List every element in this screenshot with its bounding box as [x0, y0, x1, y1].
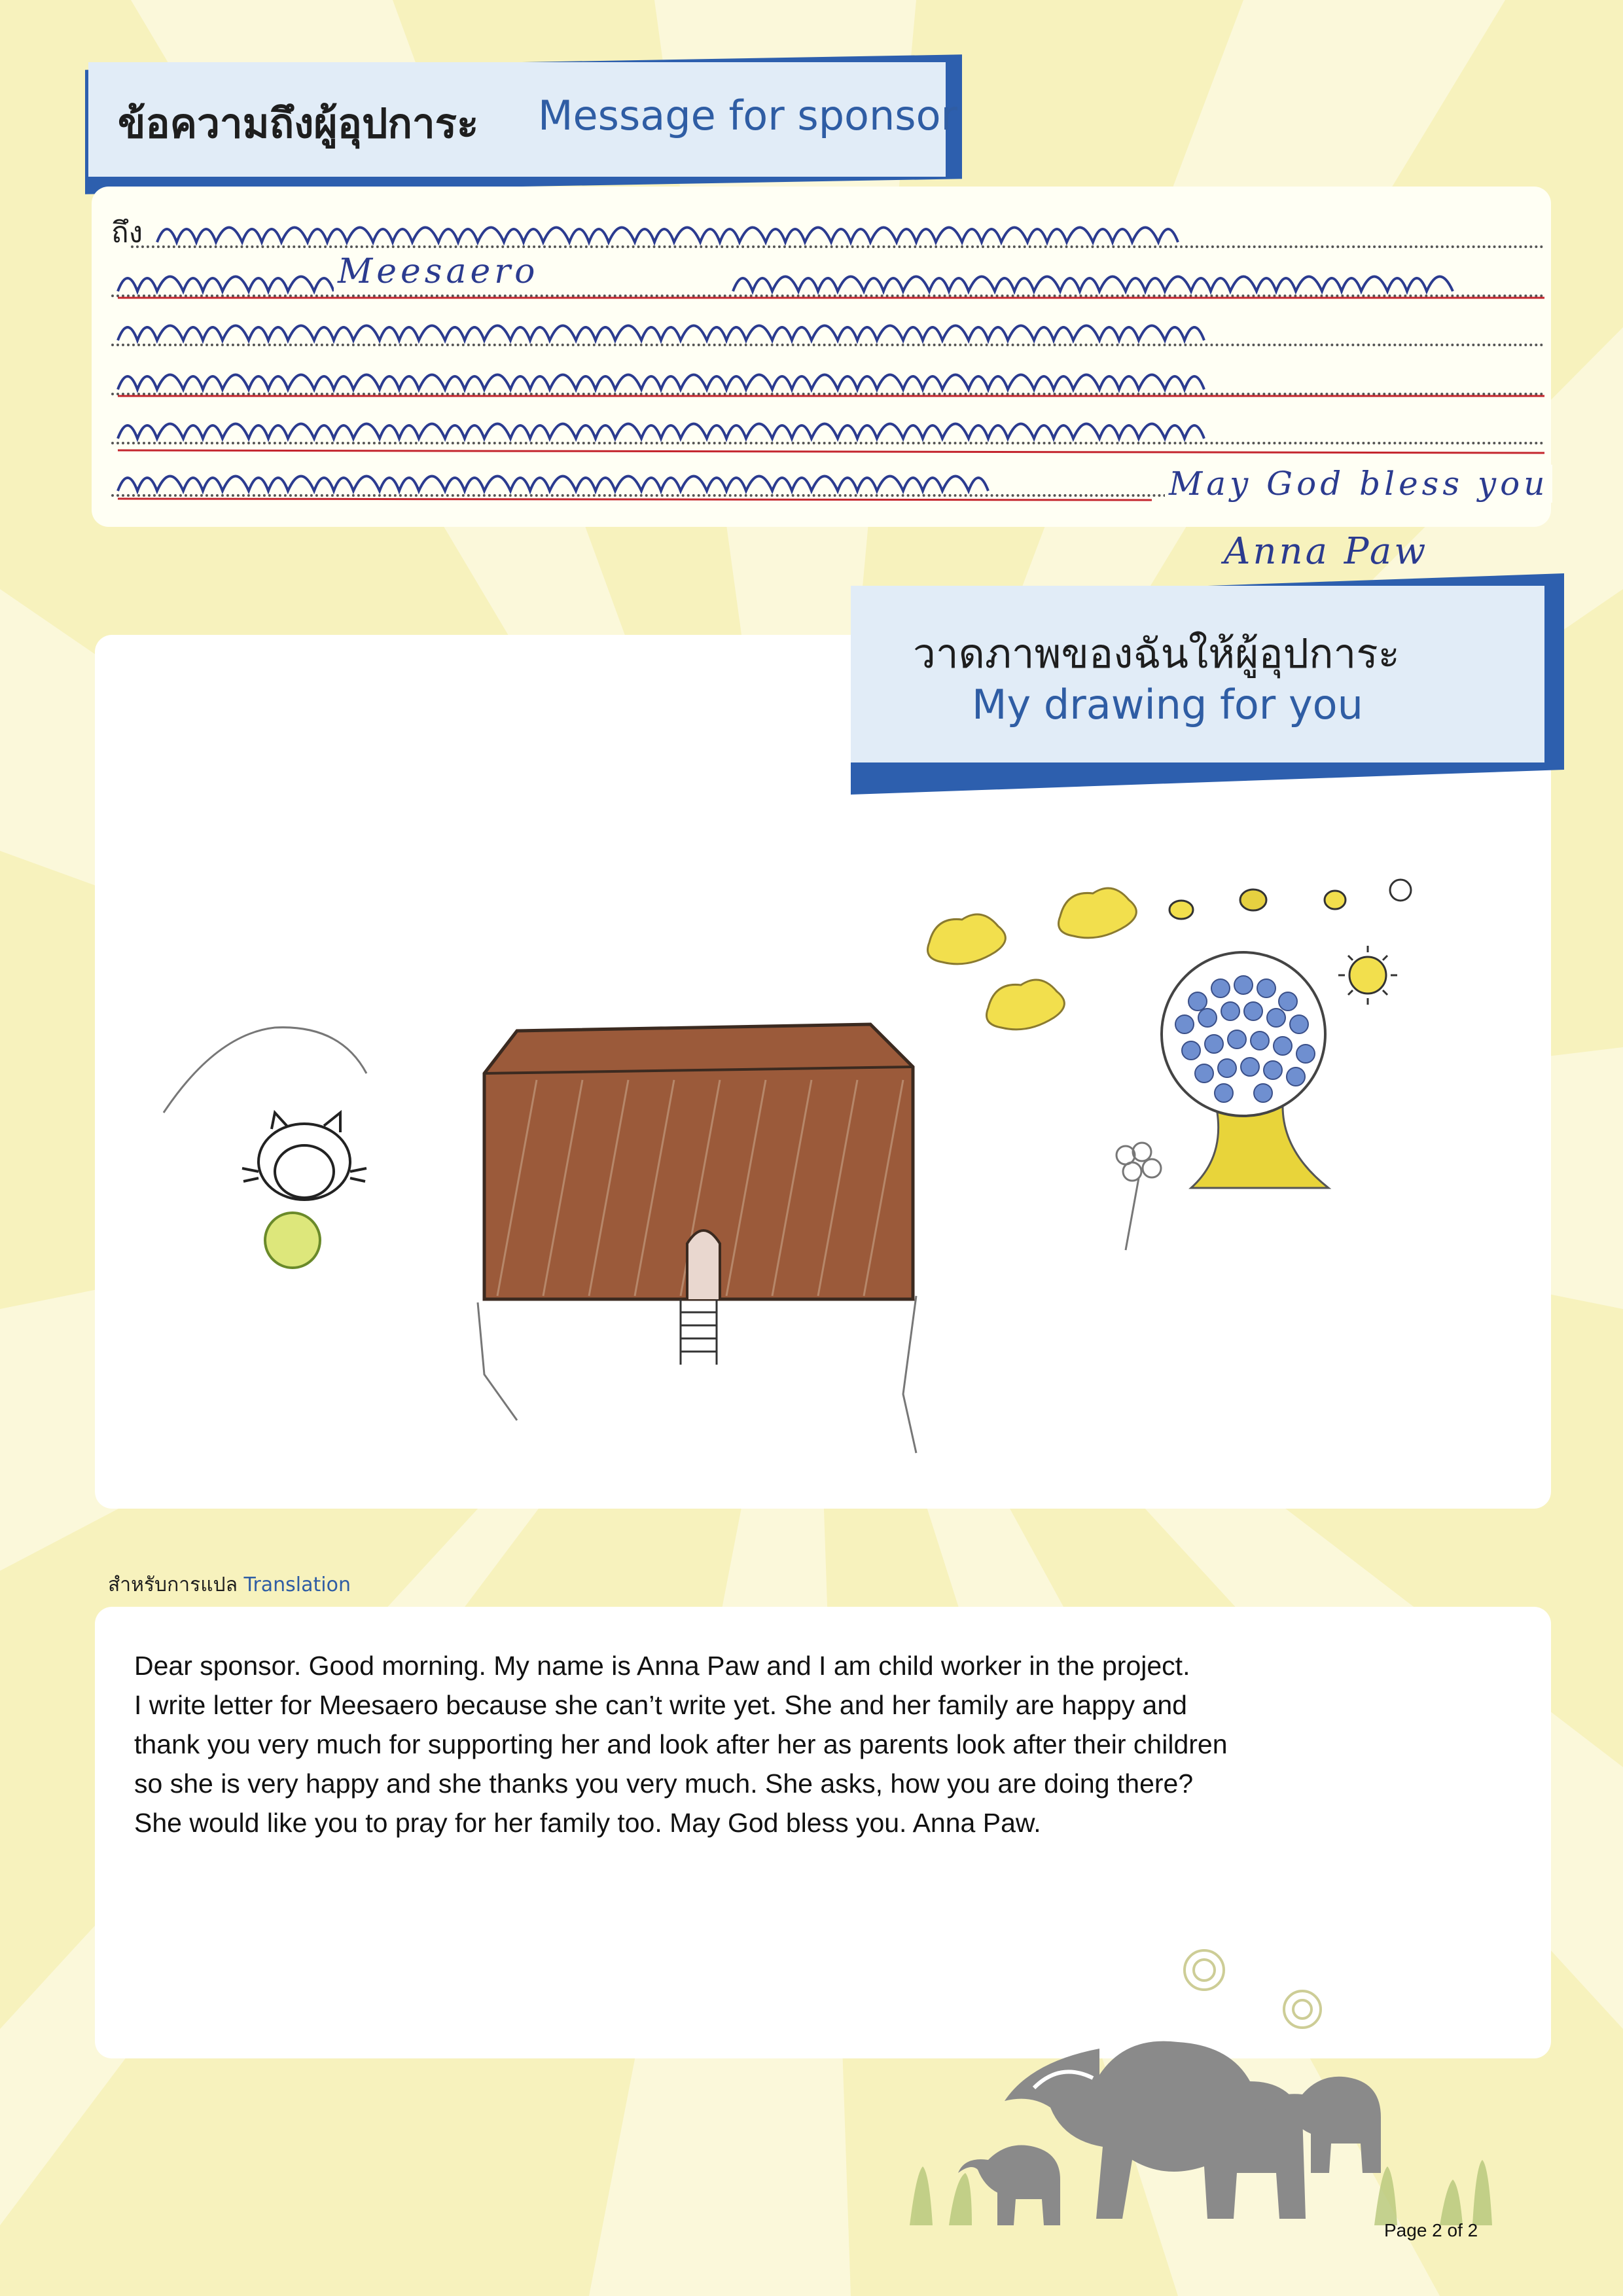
signature: Anna Paw: [1224, 530, 1429, 573]
translation-line: thank you very much for supporting her and look after her as parents look after their children: [134, 1729, 1228, 1759]
handwritten-line-2: Meesaero: [334, 252, 543, 291]
drawing-title-thai: วาดภาพของฉันให้ผู้อุปการะ: [913, 630, 1400, 677]
to-prefix: ถึง: [111, 216, 143, 249]
message-title-english: Message for sponsor: [538, 92, 958, 139]
small-elephant-left: [958, 2145, 1060, 2226]
translation-line: I write letter for Meesaero because she can’t write yet. She and her family are happy and: [134, 1690, 1187, 1720]
translation-line: Dear sponsor. Good morning. My name is Anna Paw and I am child worker in the project.: [134, 1651, 1190, 1681]
drawing-title-english: My drawing for you: [972, 681, 1363, 728]
translation-line: so she is very happy and she thanks you very much. She asks, how you are doing there?: [134, 1768, 1194, 1799]
translation-label-thai: สำหรับการแปล: [108, 1573, 238, 1596]
message-title-thai: ข้อความถึงผู้อุปการะ: [118, 99, 479, 147]
page-number: Page 2 of 2: [1384, 2220, 1478, 2240]
handwritten-line-6: May God bless you: [1165, 465, 1552, 503]
translation-label-english: Translation: [243, 1573, 351, 1596]
translation-line: She would like you to pray for her family too. May God bless you. Anna Paw.: [134, 1808, 1041, 1838]
